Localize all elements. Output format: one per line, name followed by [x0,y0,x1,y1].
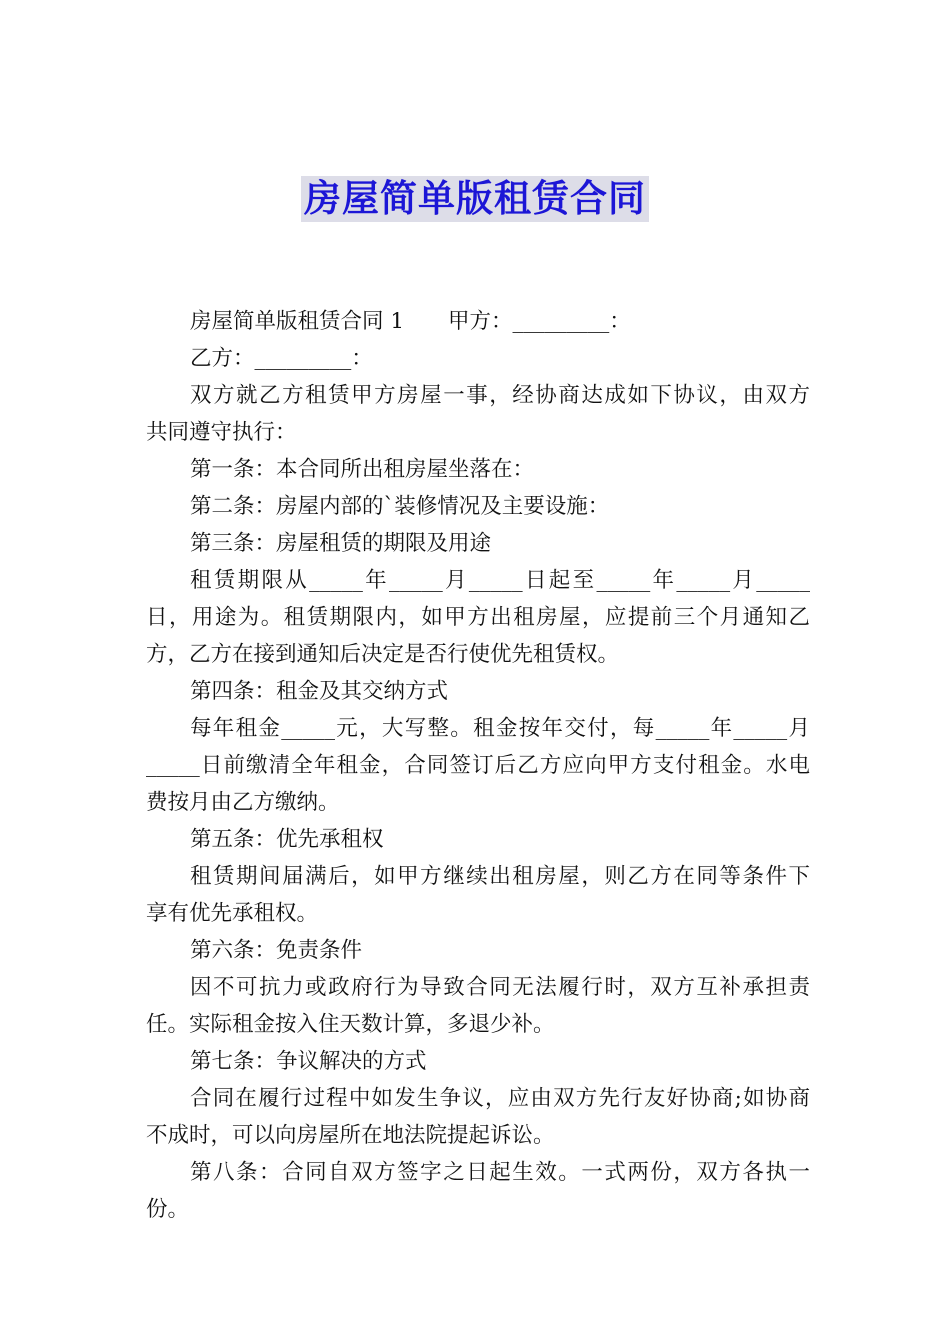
paragraph-line: 方，乙方在接到通知后决定是否行使优先租赁权。 [146,642,620,667]
paragraph-line: 享有优先承租权。 [146,901,319,926]
paragraph-line: 费按月由乙方缴纳。 [146,790,340,815]
paragraph-line: 任。实际租金按入住天数计算，多退少补。 [146,1012,555,1037]
clause-3-heading: 第三条：房屋租赁的期限及用途 [190,531,492,556]
clause-2: 第二条：房屋内部的`装修情况及主要设施： [190,494,610,519]
paragraph-line: 租赁期间届满后，如甲方继续出租房屋，则乙方在同等条件下 [190,864,810,889]
paragraph-line: 日，用途为。租赁期限内，如甲方出租房屋，应提前三个月通知乙 [146,605,810,630]
paragraph-line: 因不可抗力或政府行为导致合同无法履行时，双方互补承担责 [190,975,810,1000]
contract-body [146,303,810,1228]
paragraph-line: 共同遵守执行： [146,420,297,445]
paragraph-line: 双方就乙方租赁甲方房屋一事，经协商达成如下协议，由双方 [190,383,810,408]
paragraph-line: _____日前缴清全年租金，合同签订后乙方应向甲方支付租金。水电 [146,753,810,778]
title-block [0,176,950,222]
clause-1: 第一条：本合同所出租房屋坐落在： [190,457,535,482]
paragraph-line: 合同在履行过程中如发生争议，应由双方先行友好协商;如协商 [190,1086,810,1111]
party-a-field: 甲方：_________： [448,309,631,334]
clause-4-heading: 第四条：租金及其交纳方式 [190,679,449,704]
paragraph-line: 份。 [146,1197,190,1222]
contract-name: 房屋简单版租赁合同 1 [190,309,405,334]
paragraph-line: 不成时，可以向房屋所在地法院提起诉讼。 [146,1123,555,1148]
clause-5-heading: 第五条：优先承租权 [190,827,384,852]
heading-line [146,303,810,340]
clause-8: 第八条：合同自双方签字之日起生效。一式两份，双方各执一 [190,1160,810,1185]
clause-7-heading: 第七条：争议解决的方式 [190,1049,427,1074]
paragraph-line: 每年租金_____元，大写整。租金按年交付，每_____年_____月 [190,716,810,741]
document-title: 房屋简单版租赁合同 [301,176,649,222]
paragraph-line: 租赁期限从_____年_____月_____日起至_____年_____月_____ [190,568,810,593]
party-b-field: 乙方：_________： [190,346,373,371]
clause-6-heading: 第六条：免责条件 [190,938,363,963]
